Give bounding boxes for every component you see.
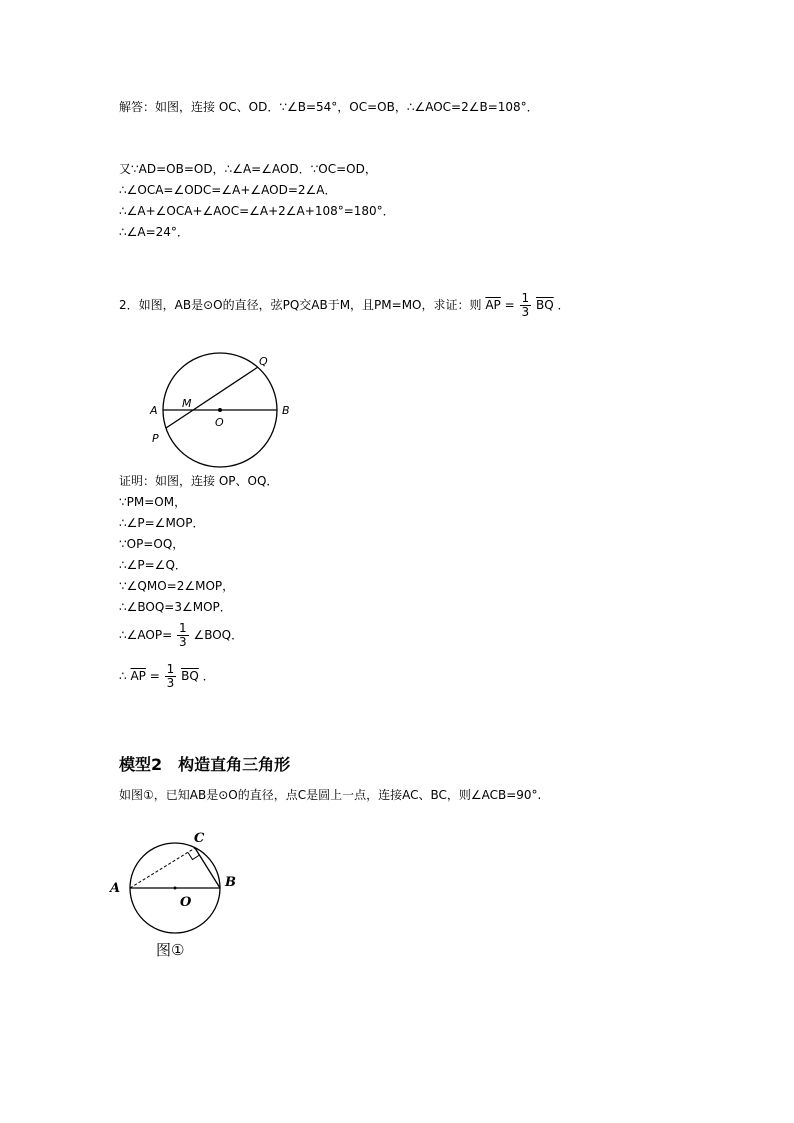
chord-pq	[166, 367, 258, 428]
chord-ac	[130, 848, 195, 888]
therefore-sign: ∴	[119, 669, 127, 683]
proof-line3: ∴∠P=∠MOP．	[119, 516, 205, 530]
fraction-denominator: 3	[178, 635, 187, 649]
arc-bq: $\overline{BQ}$	[535, 298, 554, 312]
fraction-denominator: 3	[521, 305, 530, 319]
proof-line9	[119, 661, 215, 691]
proof-line2: ∵PM=OM，	[119, 495, 187, 509]
proof-line5: ∴∠P=∠Q．	[119, 558, 187, 572]
section-heading: 模型2 构造直角三角形	[119, 755, 291, 774]
proof-line7: ∴∠BOQ=3∠MOP．	[119, 600, 232, 614]
solution1-line4: ∴∠A+∠OCA+∠AOC=∠A+2∠A+108°=180°．	[119, 204, 395, 218]
problem2-stem: 2．如图，AB是⊙O的直径，弦PQ交AB于M，且PM=MO，求证：则	[119, 298, 482, 312]
fraction-one-third	[165, 663, 177, 690]
fraction-numerator: 1	[178, 621, 187, 635]
circle-figure-pq	[140, 345, 310, 475]
label-a: A	[150, 404, 158, 417]
chord-bc	[195, 848, 220, 888]
label-q: Q	[259, 355, 268, 368]
center-point	[218, 408, 222, 412]
proof-line8-start: ∴∠AOP=	[119, 628, 173, 642]
proof-line1: 证明：如图，连接 OP、OQ．	[119, 474, 279, 488]
center-point	[174, 887, 177, 890]
label-a: A	[110, 881, 121, 896]
fraction-numerator: 1	[166, 662, 175, 676]
period: ．	[557, 298, 570, 312]
figure-caption: 图①	[156, 941, 185, 959]
fraction-numerator: 1	[521, 291, 530, 305]
proof-line4: ∵OP=OQ，	[119, 537, 185, 551]
label-o: O	[215, 416, 224, 429]
fraction-one-third	[177, 622, 189, 649]
proof-line8	[119, 620, 243, 650]
proof-line6: ∵∠QMO=2∠MOP，	[119, 579, 235, 593]
proof-line8-end: ∠BOQ．	[193, 628, 244, 642]
label-p: P	[152, 432, 159, 445]
fraction-denominator: 3	[166, 676, 175, 690]
label-b: B	[225, 875, 236, 890]
solution1-line3: ∴∠OCA=∠ODC=∠A+∠AOD=2∠A．	[119, 183, 337, 197]
arc-bq: $\overline{BQ}$	[181, 669, 199, 683]
label-b: B	[282, 404, 290, 417]
solution1-line5: ∴∠A=24°．	[119, 225, 189, 239]
arc-ap: $\overline{AP}$	[130, 669, 146, 683]
solution1-line2: 又∵AD=OB=OD，∴∠A=∠AOD．∵OC=OD，	[119, 162, 377, 176]
fraction-one-third	[520, 292, 532, 319]
period: ．	[202, 669, 215, 683]
problem2-statement	[119, 290, 570, 320]
equals-sign: =	[149, 669, 160, 683]
equals-sign: =	[504, 298, 515, 312]
arc-ap: $\overline{AP}$	[485, 298, 501, 312]
circle-figure-right-angle	[100, 822, 260, 967]
model2-description: 如图①，已知AB是⊙O的直径，点C是圆上一点，连接AC、BC，则∠ACB=90°.	[119, 788, 542, 802]
label-m: M	[182, 397, 192, 410]
solution1-line1: 解答：如图，连接 OC、OD．∵∠B=54°，OC=OB，∴∠AOC=2∠B=108°．	[119, 100, 539, 114]
label-c: C	[194, 831, 205, 846]
label-o: O	[180, 895, 192, 910]
